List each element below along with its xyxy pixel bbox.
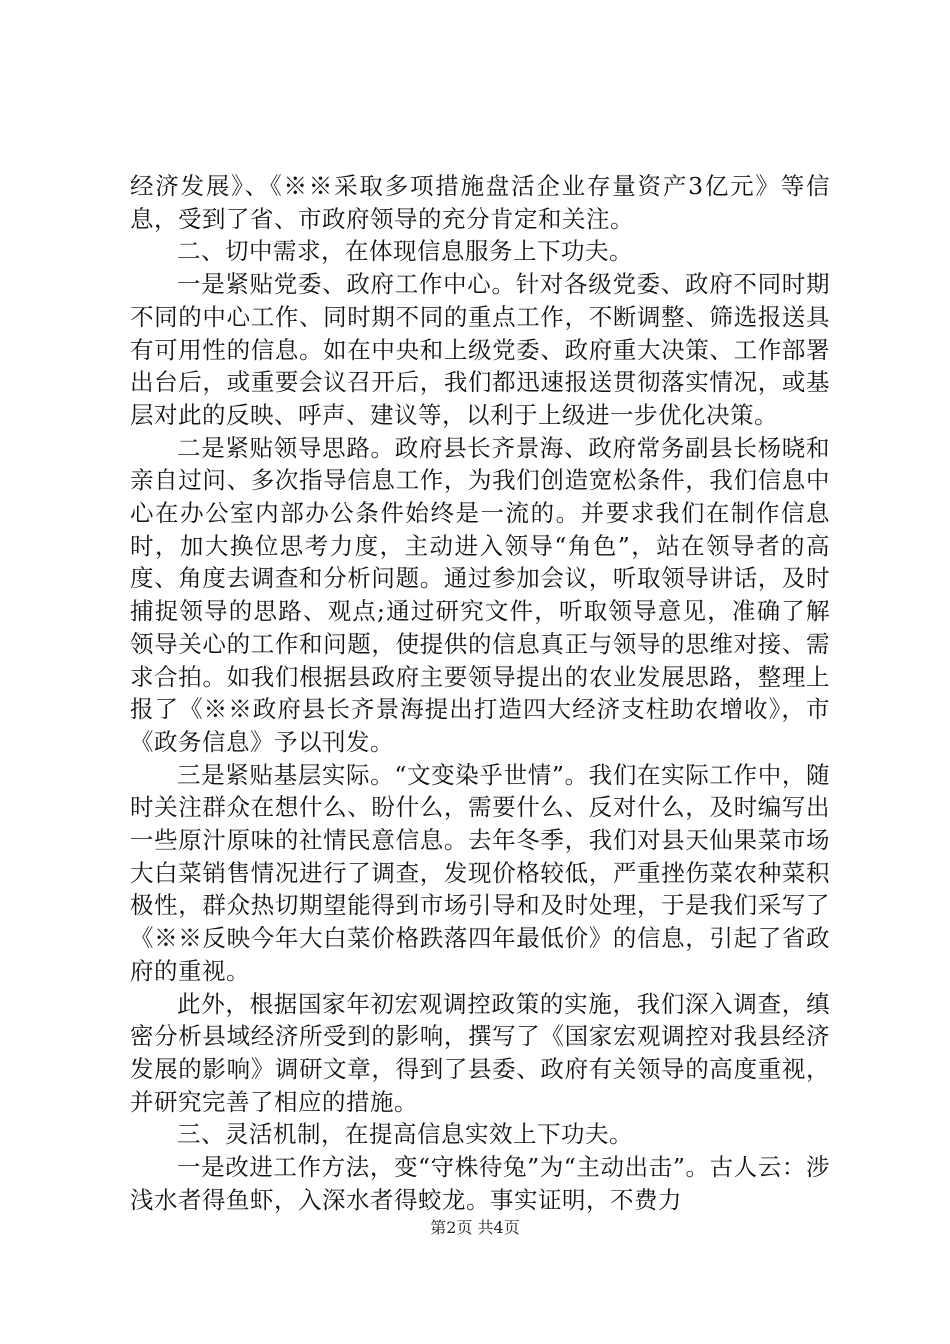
paragraph-1: 经济发展》、《※※采取多项措施盘活企业存量资产3亿元》等信息，受到了省、市政府领导的充分肯定和关注。	[130, 172, 830, 233]
page-footer	[0, 1218, 950, 1238]
paragraph-8: 一是改进工作方法，变“守株待兔”为“主动出击”。古人云：涉浅水者得鱼虾，入深水者得蛟龙。事实证明，不费力	[130, 1153, 830, 1214]
paragraph-7-heading: 三、灵活机制，在提高信息实效上下功夫。	[177, 1120, 633, 1149]
paragraph-3: 一是紧贴党委、政府工作中心。针对各级党委、政府不同时期不同的中心工作、同时期不同的重点工作，不断调整、筛选报送具有可用性的信息。如在中央和上级党委、政府重大决策、工作部署出台后，或重要会议召开后，我们都迅速报送贯彻落实情况，或基层对此的反映、呼声、建议等，以利于上级进一步优化决策。	[130, 270, 830, 429]
paragraph-4: 二是紧贴领导思路。政府县长齐景海、政府常务副县长杨晓和亲自过问、多次指导信息工作，为我们创造宽松条件，我们信息中心在办公室内部办公条件始终是一流的。并要求我们在制作信息时，加大换位思考力度，主动进入领导“角色”，站在领导者的高度、角度去调查和分析问题。通过参加会议，听取领导讲话，及时捕捉领导的思路、观点;通过研究文件，听取领导意见，准确了解领导关心的工作和问题，使提供的信息真正与领导的思维对接、需求合拍。如我们根据县政府主要领导提出的农业发展思路，整理上报了《※※政府县长齐景海提出打造四大经济支柱助农增收》，市《政务信息》予以刊发。	[130, 433, 830, 756]
paragraph-5: 三是紧贴基层实际。“文变染乎世情”。我们在实际工作中，随时关注群众在想什么、盼什么，需要什么、反对什么，及时编写出一些原汁原味的社情民意信息。去年冬季，我们对县天仙果菜市场大白菜销售情况进行了调查，发现价格较低，严重挫伤菜农种菜积极性，群众热切期望能得到市场引导和及时处理，于是我们采写了《※※反映今年大白菜价格跌落四年最低价》的信息，引起了省政府的重视。	[130, 760, 830, 985]
paragraph-2-heading: 二、切中需求，在体现信息服务上下功夫。	[177, 237, 633, 266]
document-body	[130, 170, 830, 1217]
page-number-label: 第2页 共4页	[430, 1218, 520, 1237]
paragraph-6: 此外，根据国家年初宏观调控政策的实施，我们深入调查，缜密分析县域经济所受到的影响，撰写了《国家宏观调控对我县经济发展的影响》调研文章，得到了县委、政府有关领导的高度重视，并研究完善了相应的措施。	[130, 989, 830, 1116]
